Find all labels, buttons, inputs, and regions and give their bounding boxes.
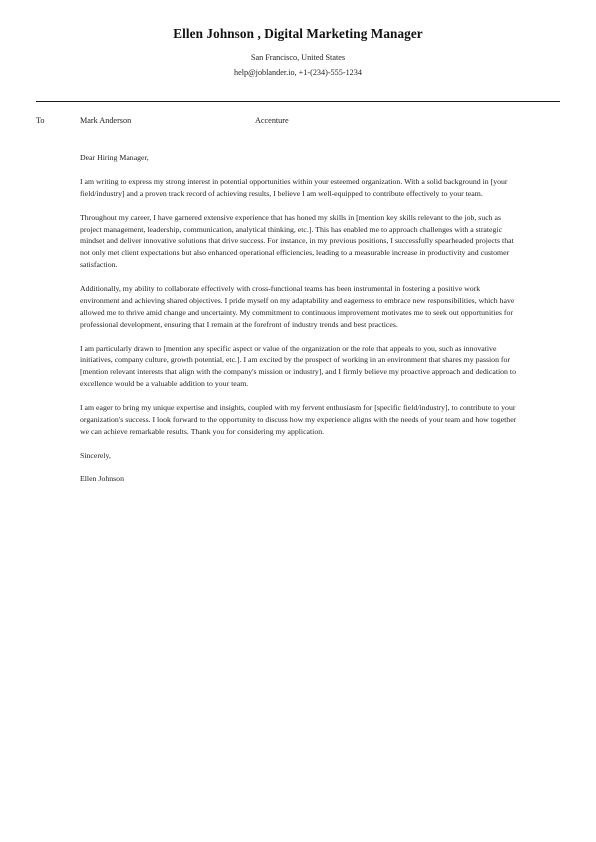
header-divider [36, 101, 560, 102]
closing: Sincerely, [80, 450, 111, 460]
letter-paragraph: I am particularly drawn to [mention any specific aspect or value of the organization or the role that appeals to you, such as innovative initiatives, company culture, growth potential, etc.]. I am excited by the prospect of working in an environment that shares my passion for [mention relevant interests that align with the company's mission or industry], and I firmly believe my proactive approach and dedication to excellence would be a valuable addition to your team. [80, 343, 516, 389]
letter-body [80, 152, 520, 497]
letter-paragraph: I am eager to bring my unique expertise and insights, coupled with my fervent enthusiasm for [specific field/industry], to contribute to your organization's success. I look forward to the opportunity to discuss how my experience aligns with the needs of your team and how together we can achieve remarkable results. Thank you for considering my application. [80, 403, 517, 436]
letter-paragraph: Throughout my career, I have garnered extensive experience that has honed my skills in [mention key skills relevant to the job, such as project management, leadership, communication, analytical thinking, etc.]. This has enabled me to approach challenges with a strategic mindset and deliver innovative solutions that drive success. For instance, in my previous positions, I successfully spearheaded projects that not only met client expectations but also enhanced operational efficiencies, leading to a measurable increase in productivity and customer satisfaction. [80, 212, 514, 270]
letter-paragraph: Additionally, my ability to collaborate effectively with cross-functional teams has been instrumental in fostering a positive work environment and achieving shared objectives. I pride myself on my adaptability and eagerness to embrace new responsibilities, which have allowed me to thrive amid change and uncertainty. My commitment to continuous improvement motivates me to seek out opportunities for professional development, ensuring that I remain at the forefront of industry trends and best practices. [80, 284, 515, 329]
letter-paragraph: I am writing to express my strong interest in potential opportunities within your esteemed organization. With a solid background in [your field/industry] and a proven track record of achieving results, I believe I am well-equipped to contribute effectively to your team. [80, 176, 508, 198]
location-text: San Francisco, United States [250, 53, 346, 62]
recipient-company: Accenture [255, 116, 289, 125]
recipient-row [0, 116, 596, 128]
recipient-name: Mark Anderson [80, 116, 132, 125]
salutation: Dear Hiring Manager, [80, 153, 149, 162]
to-label: To [36, 116, 45, 125]
signature: Ellen Johnson [80, 474, 124, 484]
contact-info: help@joblander.io, +1-(234)-555-1234 [234, 68, 362, 77]
page-title: Ellen Johnson , Digital Marketing Manager [173, 26, 423, 41]
